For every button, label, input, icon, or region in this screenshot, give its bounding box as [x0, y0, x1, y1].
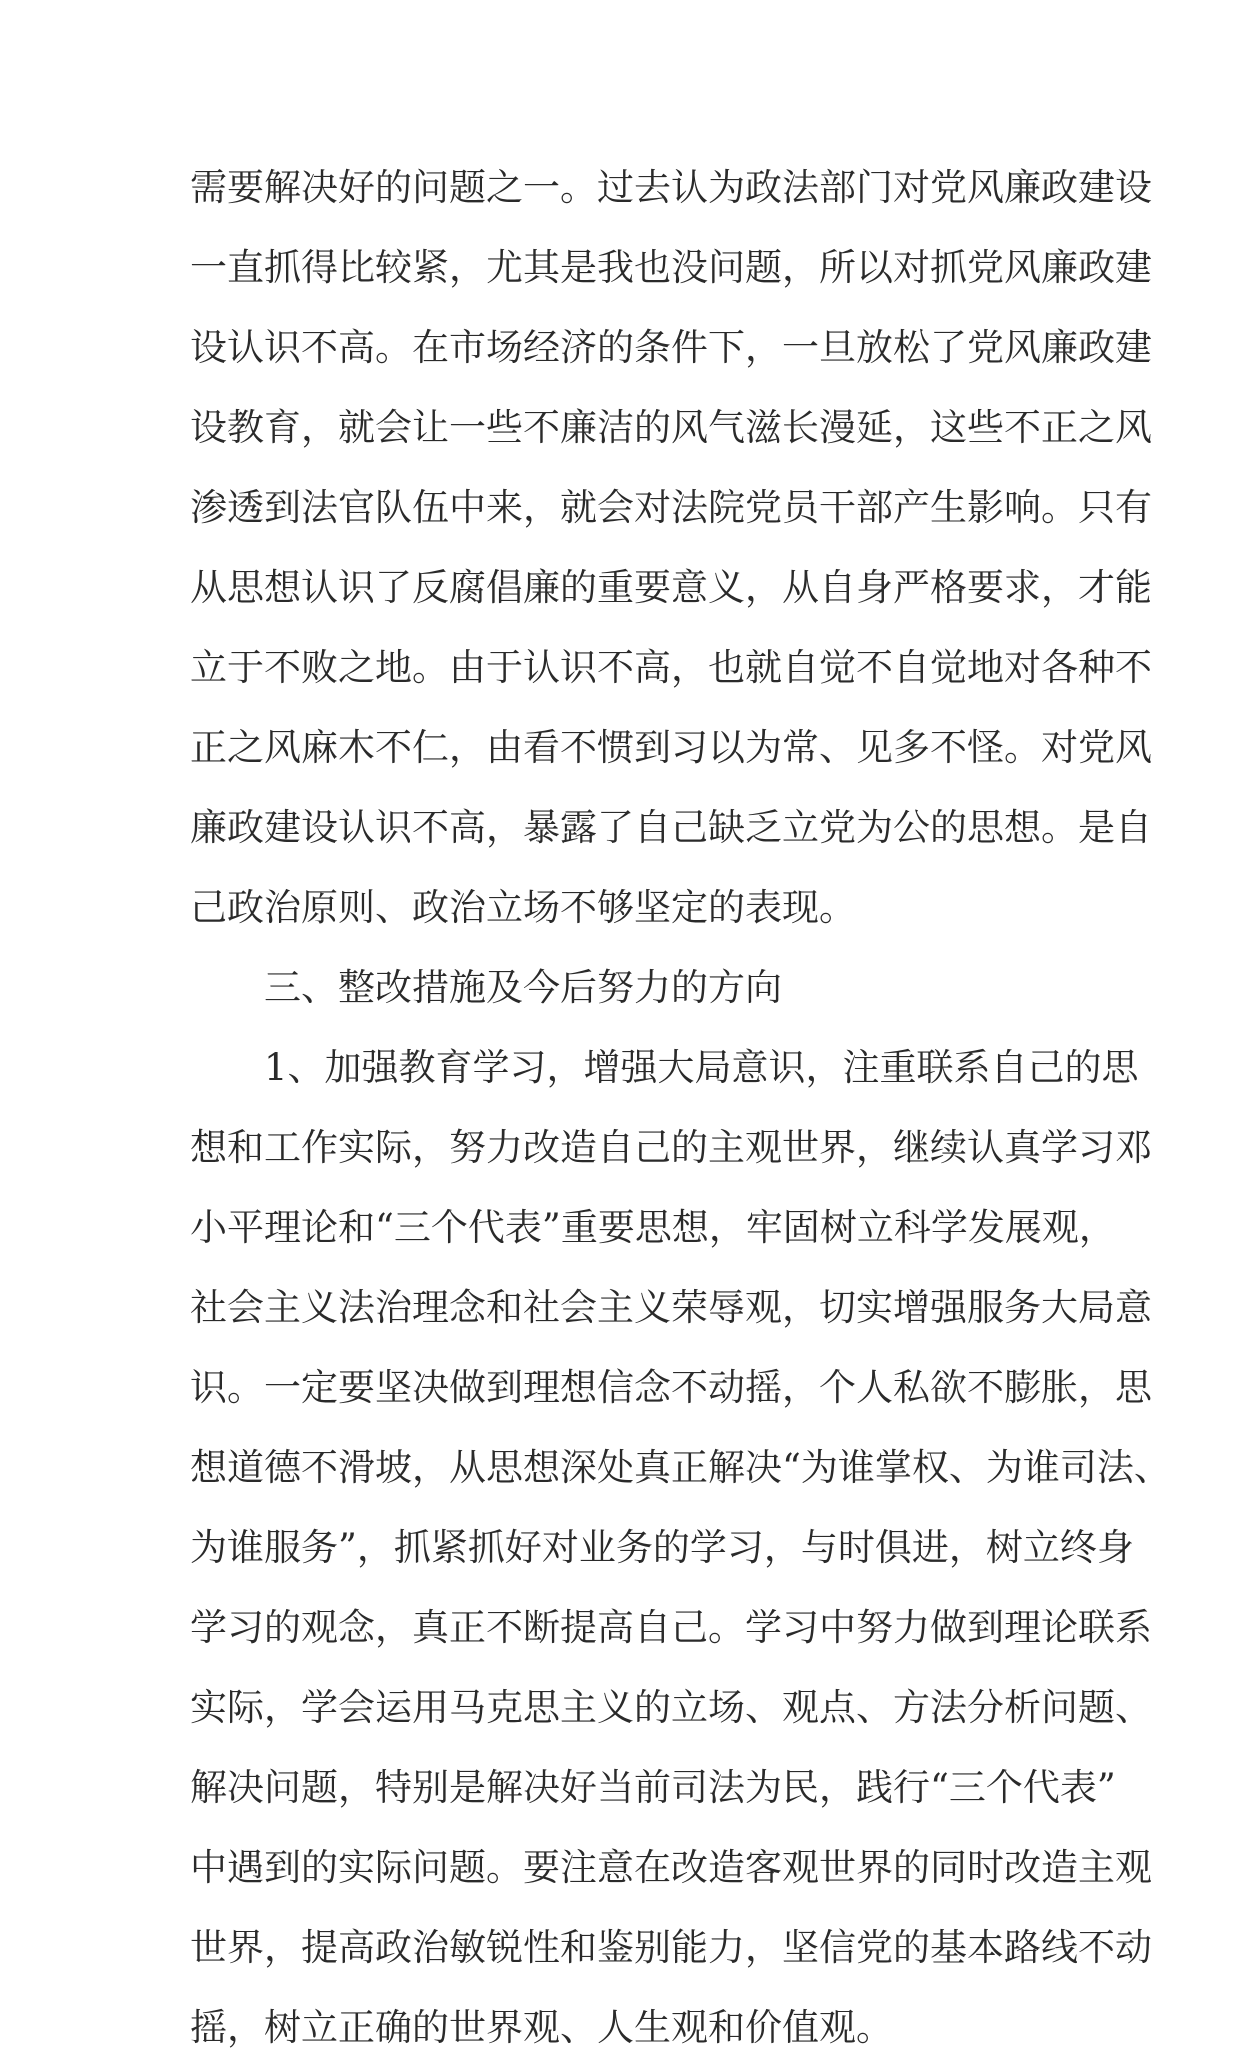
paragraph-line: 为谁服务”，抓紧抓好对业务的学习，与时俱进，树立终身	[190, 1526, 1134, 1569]
paragraph-line: 一直抓得比较紧，尤其是我也没问题，所以对抓党风廉政建	[190, 246, 1152, 289]
paragraph-line: 摇，树立正确的世界观、人生观和价值观。	[190, 2006, 893, 2049]
paragraph-line: 解决问题，特别是解决好当前司法为民，践行“三个代表”	[190, 1766, 1116, 1809]
paragraph-line: 从思想认识了反腐倡廉的重要意义，从自身严格要求，才能	[190, 566, 1152, 609]
paragraph-line: 世界，提高政治敏锐性和鉴别能力，坚信党的基本路线不动	[190, 1926, 1152, 1969]
paragraph-line: 设认识不高。在市场经济的条件下，一旦放松了党风廉政建	[190, 326, 1152, 369]
paragraph-line: 小平理论和“三个代表”重要思想，牢固树立科学发展观，	[190, 1206, 1116, 1249]
paragraph-line: 社会主义法治理念和社会主义荣辱观，切实增强服务大局意	[190, 1286, 1152, 1329]
paragraph-line: 立于不败之地。由于认识不高，也就自觉不自觉地对各种不	[190, 646, 1152, 689]
paragraph-line: 正之风麻木不仁，由看不惯到习以为常、见多不怪。对党风	[190, 726, 1152, 769]
paragraph-line: 识。一定要坚决做到理想信念不动摇，个人私欲不膨胀，思	[190, 1366, 1152, 1409]
section-heading: 三、整改措施及今后努力的方向	[264, 966, 782, 1009]
paragraph-line: 1、加强教育学习，增强大局意识，注重联系自己的思	[264, 1046, 1139, 1089]
paragraph-line: 渗透到法官队伍中来，就会对法院党员干部产生影响。只有	[190, 486, 1152, 529]
paragraph-line: 想道德不滑坡，从思想深处真正解决“为谁掌权、为谁司法、	[190, 1446, 1171, 1489]
document-body	[190, 148, 1171, 2068]
paragraph-line: 中遇到的实际问题。要注意在改造客观世界的同时改造主观	[190, 1846, 1152, 1889]
paragraph-line: 廉政建设认识不高，暴露了自己缺乏立党为公的思想。是自	[190, 806, 1152, 849]
paragraph-line: 实际，学会运用马克思主义的立场、观点、方法分析问题、	[190, 1686, 1152, 1729]
paragraph-line: 设教育，就会让一些不廉洁的风气滋长漫延，这些不正之风	[190, 406, 1152, 449]
paragraph-line: 需要解决好的问题之一。过去认为政法部门对党风廉政建设	[190, 166, 1152, 209]
paragraph-line: 己政治原则、政治立场不够坚定的表现。	[190, 886, 856, 929]
paragraph-line: 学习的观念，真正不断提高自己。学习中努力做到理论联系	[190, 1606, 1152, 1649]
paragraph-line: 想和工作实际，努力改造自己的主观世界，继续认真学习邓	[190, 1126, 1152, 1169]
